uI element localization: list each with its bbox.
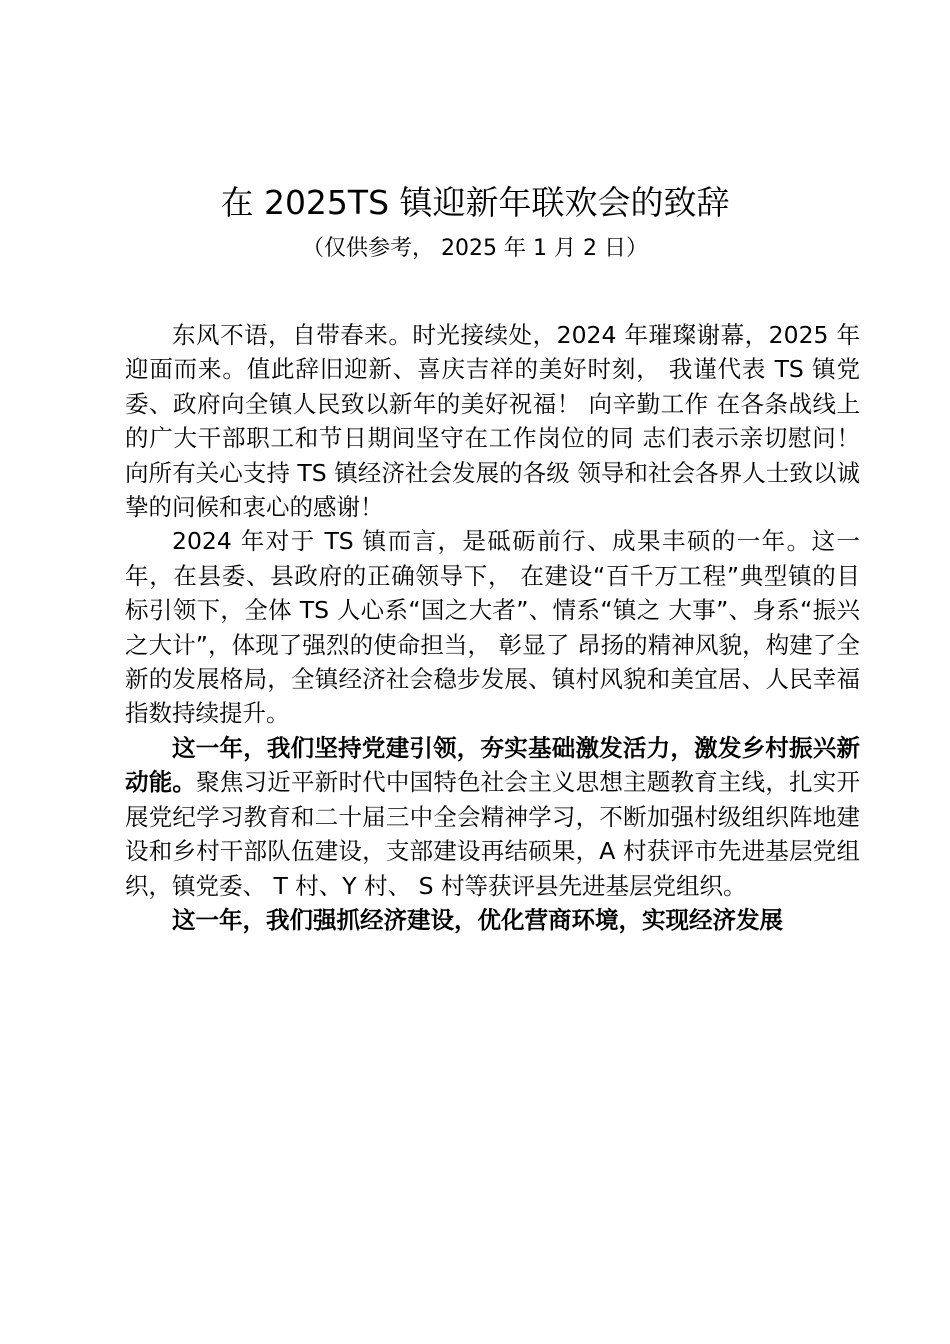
paragraph-economy bbox=[125, 903, 860, 937]
paragraph-review-2024 bbox=[125, 524, 860, 730]
paragraph-heading: 这一年，我们坚持党建引领，夯实基础激发活力，激发乡村振兴新动能。 bbox=[125, 733, 860, 797]
page-title: 在 2025TS 镇迎新年联欢会的致辞 bbox=[220, 183, 730, 222]
page-subtitle: （仅供参考， 2025 年 1 月 2 日） bbox=[302, 236, 648, 261]
paragraph-text: 聚焦习近平新时代中国特色社会主义思想主题教育主线，扎实开展党纪学习教育和二十届三中全会精神学习，不断加强村级组织阵地建设和乡村干部队伍建设，支部建设再结硕果，A 村获评市先进基层党组织，镇党委、 T 村、Y 村、 S 村等获评县先进基层党组织。 bbox=[125, 768, 861, 900]
paragraph-text: 2024 年对于 TS 镇而言，是砥砺前行、成果丰硕的一年。这一年，在县委、县政府的正确领导下， 在建设“百千万工程”典型镇的目标引领下，全体 TS 人心系“国之大者”、情系“镇之 大事”、身系“振兴之大计”，体现了强烈的使命担当， 彰显了 昂扬的精神风貌，构建了全新的发展格局，全镇经济社会稳步发展、镇村风貌和美宜居、人民幸福指数持续提升。 bbox=[125, 527, 860, 728]
document-body bbox=[125, 318, 860, 937]
paragraph-party-building bbox=[125, 731, 860, 903]
paragraph-heading: 这一年，我们强抓经济建设，优化营商环境，实现经济发展 bbox=[172, 905, 783, 934]
paragraph-greeting bbox=[125, 318, 860, 524]
paragraph-text: 东风不语，自带春来。时光接续处，2024 年璀璨谢幕，2025 年迎面而来。值此辞旧迎新、喜庆吉祥的美好时刻， 我谨代表 TS 镇党委、政府向全镇人民致以新年的美好祝福！ 向辛勤工作 在各条战线上的广大干部职工和节日期间坚守在工作岗位的同 志们表示亲切慰问！向所有关心支持 TS 镇经济社会发展的各级 领导和社会各界人士致以诚挚的问候和衷心的感谢！ bbox=[125, 321, 860, 522]
